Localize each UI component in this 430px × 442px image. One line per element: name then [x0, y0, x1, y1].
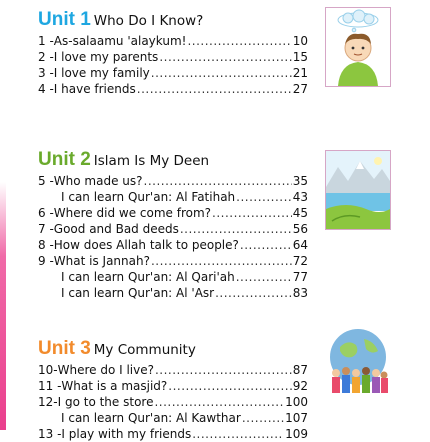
unit-3-section — [38, 336, 328, 442]
unit-3-label: Unit 3 — [38, 338, 91, 359]
leader-dots — [212, 205, 292, 221]
toc-entry[interactable] — [38, 189, 308, 205]
toc-entry-label: As-salaamu 'alaykum! — [53, 34, 187, 48]
leader-dots — [155, 362, 292, 378]
toc-page-number: 21 — [292, 66, 308, 80]
toc-page-number: 27 — [292, 82, 308, 96]
toc-entry-label: I play with my friends — [61, 427, 192, 441]
accent-bar — [0, 182, 6, 430]
toc-entry-label: How does Allah talk to people? — [53, 238, 239, 252]
unit-1-label: Unit 1 — [38, 9, 91, 30]
toc-entry-label: I love my parents — [53, 50, 159, 64]
unit-3-heading — [38, 336, 328, 362]
toc-entry-label: Who made us? — [53, 174, 143, 188]
toc-entry-label: Where do I live? — [57, 363, 154, 377]
leader-dots — [151, 65, 292, 81]
unit-1-heading — [38, 7, 328, 33]
leader-dots — [144, 173, 292, 189]
leader-dots — [215, 285, 292, 301]
toc-page-number: 72 — [292, 254, 308, 268]
toc-entry-label: Good and Bad deeds — [53, 222, 179, 236]
leader-dots — [192, 426, 284, 442]
toc-entry[interactable]: 13 - I play with my friends ..... 109 — [38, 426, 308, 442]
people-globe-icon — [325, 320, 391, 400]
toc-page-number: 43 — [292, 190, 308, 204]
toc-entry[interactable]: 8 - How does Allah talk to people? ..... 64 — [38, 237, 308, 253]
leader-dots — [168, 378, 291, 394]
unit-2-label: Unit 2 — [38, 149, 91, 170]
toc-entry-label: I can learn Qur'an: Al Qari'ah — [61, 270, 235, 284]
toc-page-number: 15 — [292, 50, 308, 64]
lake-landscape-icon — [325, 150, 391, 230]
leader-dots — [236, 269, 292, 285]
toc-entry[interactable]: 10- Where do I live? ..... 87 — [38, 362, 308, 378]
leader-dots — [180, 221, 292, 237]
toc-page-number: 56 — [292, 222, 308, 236]
leader-dots — [137, 81, 292, 97]
toc-entry-label: What is a masjid? — [61, 379, 168, 393]
toc-page-number: 87 — [292, 363, 308, 377]
toc-page-number: 35 — [292, 174, 308, 188]
toc-entry[interactable]: 5 - Who made us? ..... 35 — [38, 173, 308, 189]
toc-entry[interactable] — [38, 285, 308, 301]
toc-entry[interactable]: 3 - I love my family ..... 21 — [38, 65, 308, 81]
leader-dots — [236, 189, 292, 205]
unit-1-title: Who Do I Know? — [93, 13, 204, 29]
toc-page-number: 107 — [285, 411, 308, 425]
toc-page-number: 109 — [285, 427, 308, 441]
toc-page-number: 100 — [285, 395, 308, 409]
leader-dots — [151, 253, 292, 269]
unit-3-title: My Community — [93, 342, 196, 358]
leader-dots — [154, 394, 284, 410]
toc-page-number: 45 — [292, 206, 308, 220]
toc-entry[interactable]: 2 - I love my parents ..... 15 — [38, 49, 308, 65]
toc-entry[interactable]: 11 - What is a masjid? ..... 92 — [38, 378, 308, 394]
toc-entry-label: I can learn Qur'an: Al 'Asr — [61, 286, 215, 300]
leader-dots — [187, 33, 291, 49]
toc-entry-label: I can learn Qur'an: Al Fatihah — [61, 190, 236, 204]
toc-entry-label: What is Jannah? — [53, 254, 150, 268]
leader-dots — [240, 237, 292, 253]
toc-entry[interactable]: 4 - I have friends ..... 27 — [38, 81, 308, 97]
unit-2-title: Islam Is My Deen — [93, 153, 210, 169]
toc-page-number: 10 — [292, 34, 308, 48]
toc-entry-label: I love my family — [53, 66, 150, 80]
toc-entry[interactable]: 6 - Where did we come from? ..... 45 — [38, 205, 308, 221]
toc-entry[interactable]: 1 - As-salaamu 'alaykum! ..... 10 — [38, 33, 308, 49]
leader-dots — [159, 49, 291, 65]
toc-page-number: 77 — [292, 270, 308, 284]
toc-page-number: 83 — [292, 286, 308, 300]
toc-entry[interactable]: 7 - Good and Bad deeds ..... 56 — [38, 221, 308, 237]
unit-1-section — [38, 7, 328, 97]
toc-page-number: 64 — [292, 238, 308, 252]
toc-entry[interactable]: 9 - What is Jannah? ..... 72 — [38, 253, 308, 269]
toc-entry[interactable] — [38, 410, 308, 426]
toc-entry-label: I have friends — [53, 82, 136, 96]
boy-thinking-icon — [325, 7, 391, 87]
toc-entry[interactable]: 12- I go to the store ..... 100 — [38, 394, 308, 410]
toc-page-number: 92 — [292, 379, 308, 393]
unit-2-heading — [38, 147, 328, 173]
toc-entry-label: I can learn Qur'an: Al Kawthar — [61, 411, 241, 425]
unit-2-section — [38, 147, 328, 301]
toc-entry-label: I go to the store — [57, 395, 154, 409]
toc-entry[interactable] — [38, 269, 308, 285]
leader-dots — [242, 410, 284, 426]
toc-entry-label: Where did we come from? — [53, 206, 212, 220]
